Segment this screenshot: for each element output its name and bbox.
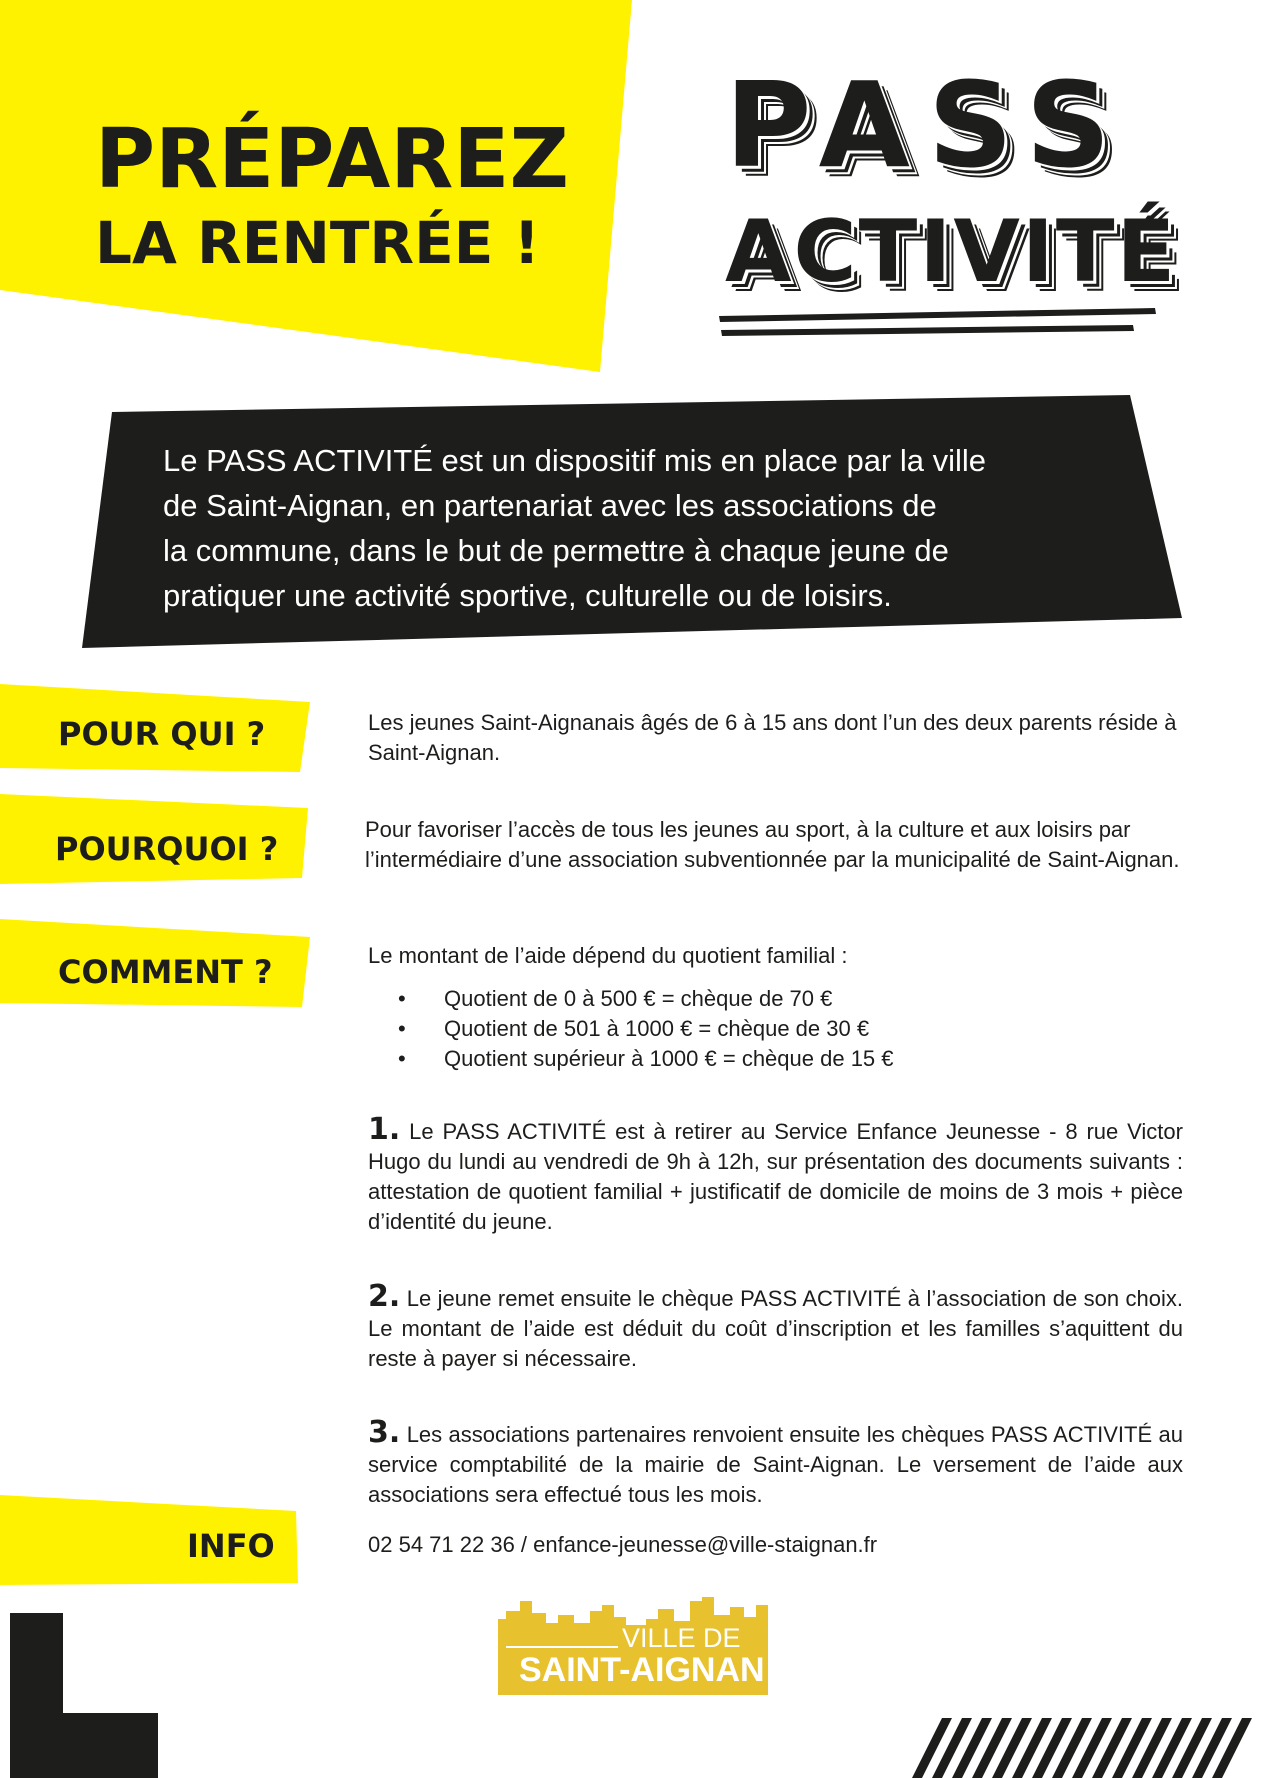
pourquoi-text: Pour favoriser l’accès de tous les jeunes au sport, à la culture et aux loisirs par l’intermédiaire d’une association subventionnée par la municipalité de Saint-Aignan.	[365, 817, 1180, 872]
logo-underline	[715, 306, 1160, 346]
city-logo-line-1: VILLE DE	[622, 1623, 741, 1653]
step-1-text: Le PASS ACTIVITÉ est à retirer au Service Enfance Jeunesse - 8 rue Victor Hugo du lundi au vendredi de 9h à 12h, sur présentation des documents suivants : attestation de quotient familial + justificatif de domicile de moins de 3 mois + pièce d’identité du jeune.	[368, 1119, 1183, 1234]
info-contact-text: 02 54 71 22 36 / enfance-jeunesse@ville-staignan.fr	[368, 1532, 878, 1557]
comment-intro-text: Le montant de l’aide dépend du quotient familial :	[368, 943, 848, 968]
city-logo-line-2: SAINT-AIGNAN	[519, 1651, 765, 1689]
intro-line: Le PASS ACTIVITÉ est un dispositif mis en place par la ville	[163, 443, 987, 478]
step-2-number: 2.	[368, 1279, 401, 1314]
intro-line: la commune, dans le but de permettre à chaque jeune de	[163, 533, 949, 568]
tab-pour-qui-label: POUR QUI ?	[58, 715, 266, 753]
step-3-number: 3.	[368, 1415, 401, 1450]
tab-comment-label: COMMENT ?	[58, 953, 273, 991]
tab-info-label: INFO	[187, 1527, 275, 1565]
step-1-number: 1.	[368, 1112, 401, 1147]
logo-activite-text: ACTIVITÉ	[725, 202, 1178, 302]
quotient-list	[368, 984, 1188, 1074]
list-item: • Quotient de 501 à 1000 € = chèque de 30 €	[368, 1014, 1188, 1044]
intro-line: de Saint-Aignan, en partenariat avec les associations de	[163, 488, 937, 523]
step-3-text: Les associations partenaires renvoient ensuite les chèques PASS ACTIVITÉ au service comptabilité de la mairie de Saint-Aignan. Le versement de l’aide aux associations sera effectué tous les mois.	[368, 1422, 1183, 1507]
list-item: • Quotient de 0 à 500 € = chèque de 70 €	[368, 984, 1188, 1014]
headline-line-1: PRÉPAREZ	[95, 112, 569, 207]
step-2-text: Le jeune remet ensuite le chèque PASS ACTIVITÉ à l’association de son choix. Le montant de l’aide est déduit du coût d’inscription et les familles s’aquittent du reste à payer si nécessaire.	[368, 1286, 1183, 1371]
intro-line: pratiquer une activité sportive, culturelle ou de loisirs.	[163, 578, 892, 613]
list-item: • Quotient supérieur à 1000 € = chèque de 15 €	[368, 1044, 1188, 1074]
headline-line-2: LA RENTRÉE !	[95, 209, 540, 277]
intro-text	[163, 438, 1093, 618]
tab-pourquoi-label: POURQUOI ?	[55, 830, 279, 868]
step-3	[368, 1415, 1183, 1510]
decorative-hatch-stripes	[900, 1698, 1264, 1778]
step-2	[368, 1279, 1183, 1374]
decorative-l-shape	[0, 1605, 200, 1778]
logo-pass-text: PASS	[725, 56, 1129, 194]
step-1	[368, 1112, 1183, 1237]
pour-qui-text: Les jeunes Saint-Aignanais âgés de 6 à 15 ans dont l’un des deux parents réside à Saint-Aignan.	[368, 710, 1177, 765]
